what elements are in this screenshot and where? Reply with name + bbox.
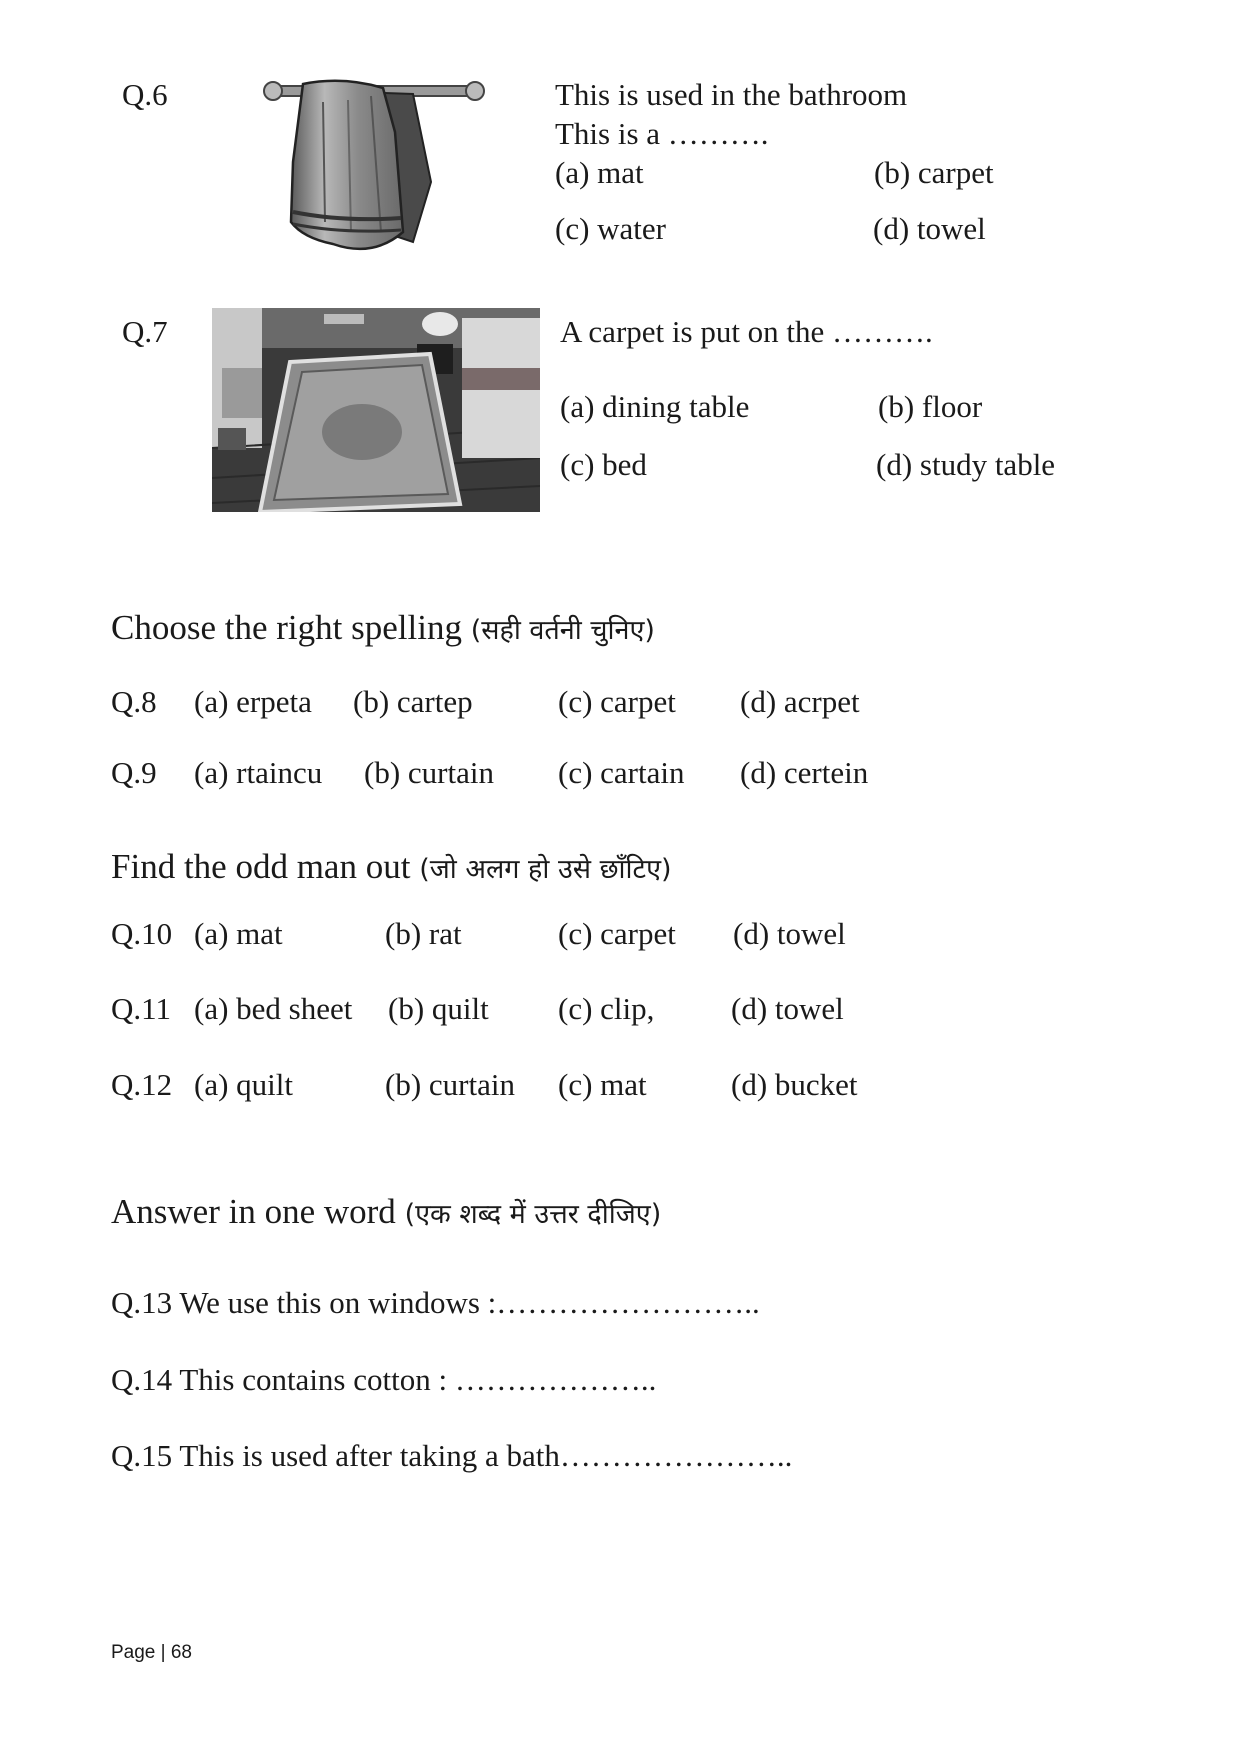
option-b: (b) floor — [878, 389, 983, 424]
option-d: (d) acrpet — [740, 684, 860, 719]
section-heading-hindi: (एक शब्द में उत्तर दीजिए) — [404, 1199, 662, 1230]
option-b: (b) carpet — [874, 155, 994, 190]
question-number: Q.10 — [111, 916, 173, 951]
carpet-room-image — [212, 308, 540, 512]
question-q13: Q.13 We use this on windows :…………………….. — [111, 1285, 760, 1320]
option-a: (a) erpeta — [194, 684, 312, 719]
option-a: (a) mat — [194, 916, 283, 951]
option-b: (b) curtain — [385, 1067, 515, 1102]
option-c: (c) bed — [560, 447, 647, 482]
option-a: (a) quilt — [194, 1067, 293, 1102]
option-c: (c) mat — [558, 1067, 647, 1102]
question-number: Q.9 — [111, 755, 157, 790]
question-number: Q.8 — [111, 684, 157, 719]
option-a: (a) rtaincu — [194, 755, 323, 790]
question-q15: Q.15 This is used after taking a bath………………….. — [111, 1438, 793, 1473]
question-number: Q.12 — [111, 1067, 173, 1102]
section-heading-hindi: (सही वर्तनी चुनिए) — [470, 615, 655, 646]
option-c: (c) carpet — [558, 684, 676, 719]
option-d: (d) towel — [731, 991, 844, 1026]
option-d: (d) towel — [733, 916, 846, 951]
option-c: (c) clip, — [558, 991, 655, 1026]
option-c: (c) carpet — [558, 916, 676, 951]
option-d: (d) certein — [740, 755, 869, 790]
option-b: (b) rat — [385, 916, 462, 951]
question-q14: Q.14 This contains cotton : ……………….. — [111, 1362, 657, 1397]
option-a: (a) dining table — [560, 389, 750, 424]
towel-image — [263, 72, 485, 258]
section-heading: Find the odd man out (जो अलग हो उसे छाँटिए) — [111, 847, 672, 886]
question-number: Q.7 — [122, 314, 168, 349]
section-heading: Choose the right spelling (सही वर्तनी चुनिए) — [111, 608, 655, 647]
question-text: A carpet is put on the ………. — [560, 314, 933, 349]
page-number: Page | 68 — [111, 1642, 193, 1663]
option-a: (a) mat — [555, 155, 644, 190]
option-b: (b) quilt — [388, 991, 489, 1026]
option-d: (d) study table — [876, 447, 1056, 482]
option-a: (a) bed sheet — [194, 991, 353, 1026]
option-c: (c) water — [555, 211, 666, 246]
question-text: This is a ………. — [555, 116, 769, 151]
option-d: (d) towel — [873, 211, 986, 246]
option-d: (d) bucket — [731, 1067, 858, 1102]
option-b: (b) curtain — [364, 755, 494, 790]
question-number: Q.6 — [122, 77, 168, 112]
option-b: (b) cartep — [353, 684, 473, 719]
question-text: This is used in the bathroom — [555, 77, 908, 112]
question-number: Q.11 — [111, 991, 171, 1026]
option-c: (c) cartain — [558, 755, 685, 790]
section-heading-hindi: (जो अलग हो उसे छाँटिए) — [419, 854, 672, 885]
section-heading: Answer in one word (एक शब्द में उत्तर दीजिए) — [111, 1192, 662, 1231]
